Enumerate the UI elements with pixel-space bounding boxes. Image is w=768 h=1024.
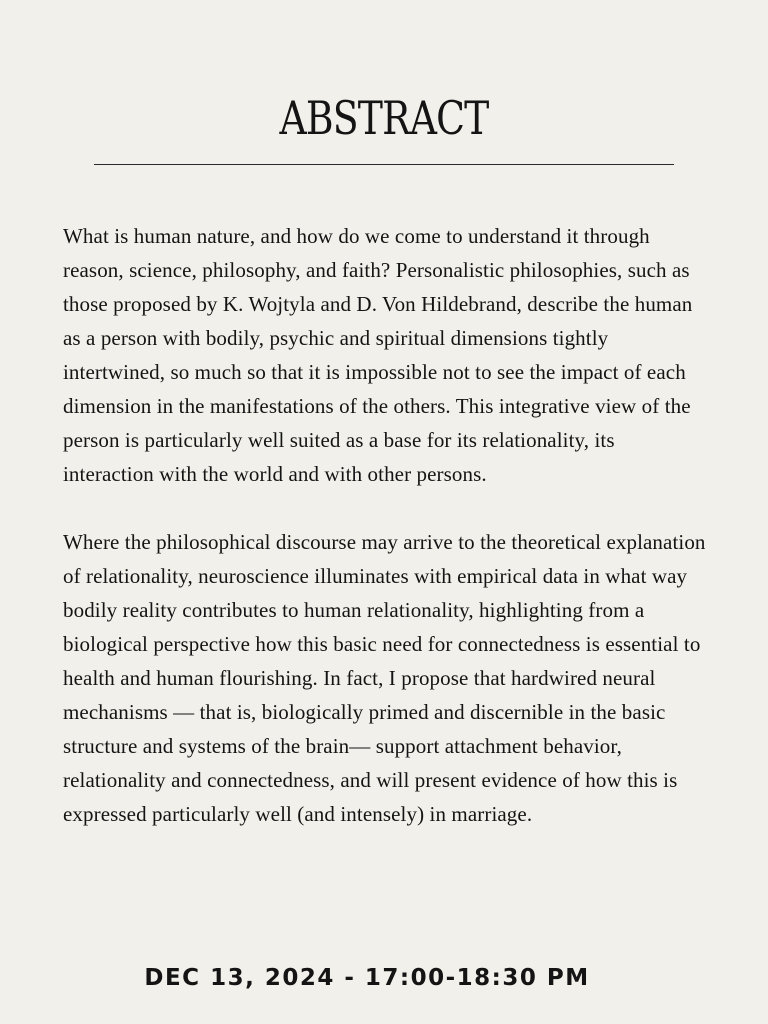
abstract-paragraph: Where the philosophical discourse may arrive to the theoretical explanation of relationality, neuroscience illuminates with empirical data in what way bodily reality contributes to human relationality, highlighting from a biological perspective how this basic need for connectedness is essential to health and human flourishing. In fact, I propose that hardwired neural mechanisms — that is, biologically primed and discernible in the basic structure and systems of the brain— support attachment behavior, relationality and connectedness, and will present evidence of how this is expressed particularly well (and intensely) in marriage. <box>63 530 706 826</box>
abstract-paragraph: What is human nature, and how do we come to understand it through reason, science, philosophy, and faith? Personalistic philosophies, such as those proposed by K. Wojtyla and D. Von Hildebrand, describe the human as a person with bodily, psychic and spiritual dimensions tightly intertwined, so much so that it is impossible not to see the impact of each dimension in the manifestations of the others. This integrative view of the person is particularly well suited as a base for its relationality, its interaction with the world and with other persons. <box>63 224 693 486</box>
title-divider <box>94 164 674 165</box>
page-title: ABSTRACT <box>279 91 489 145</box>
event-date-time: DEC 13, 2024 - 17:00-18:30 PM <box>144 965 590 991</box>
abstract-body <box>63 219 708 831</box>
